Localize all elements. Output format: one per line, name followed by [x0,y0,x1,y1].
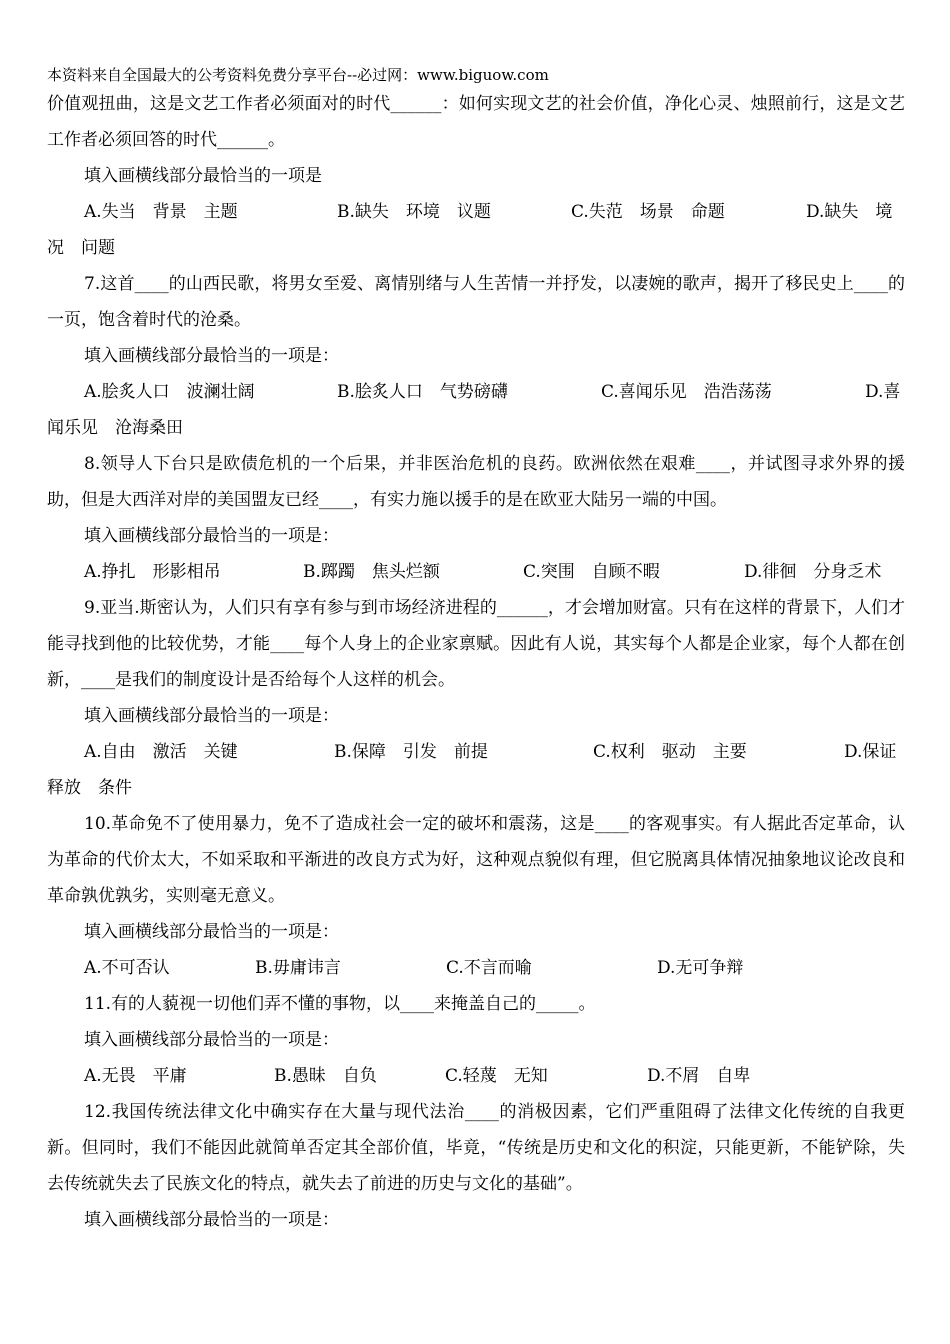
q6-option-d: D.缺失 境 [806,202,893,222]
q7-option-d-continuation: 闻乐见 沧海桑田 [47,418,183,438]
q10-option-b: B.毋庸讳言 [255,958,341,978]
q8-option-b: B.踯躅 焦头烂额 [303,562,440,582]
q8-options [47,554,905,590]
q9-option-a: A.自由 激活 关键 [84,742,238,762]
q9-option-d-continuation: 释放 条件 [47,778,132,798]
q10-option-d: D.无可争辩 [657,958,744,978]
q11-prompt: 填入画横线部分最恰当的一项是： [84,1030,339,1050]
source-header: 本资料来自全国最大的公考资料免费分享平台--必过网：www.biguow.com [47,66,549,84]
q9-prompt: 填入画横线部分最恰当的一项是： [84,706,339,726]
q6-text-continuation: 价值观扭曲，这是文艺工作者必须面对的时代______：如何实现文艺的社会价值，净化心灵、烛照前行，这是文艺工作者必须回答的时代______。 [47,94,905,150]
q8-text: 8.领导人下台只是欧债危机的一个后果，并非医治危机的良药。欧洲依然在艰难____，并试图寻求外界的援助，但是大西洋对岸的美国盟友已经____，有实力施以援手的是在欧亚大陆另一端的中国。 [47,454,905,510]
q8-option-c: C.突围 自顾不暇 [523,562,660,582]
q8-option-a: A.挣扎 形影相吊 [84,562,221,582]
q7-option-c: C.喜闻乐见 浩浩荡荡 [601,382,772,402]
q8-option-d: D.徘徊 分身乏术 [744,562,882,582]
q9-option-b: B.保障 引发 前提 [334,742,488,762]
q10-text: 10.革命免不了使用暴力，免不了造成社会一定的破坏和震荡，这是____的客观事实。有人据此否定革命，认为革命的代价太大，不如采取和平渐进的改良方式为好，这种观点貌似有理，但它脱离具体情况抽象地议论改良和革命孰优孰劣，实则毫无意义。 [47,814,905,906]
q9-options [47,734,905,770]
q7-option-b: B.脍炙人口 气势磅礴 [337,382,508,402]
q7-text: 7.这首____的山西民歌，将男女至爱、离情别绪与人生苦情一并抒发，以凄婉的歌声，揭开了移民史上____的一页，饱含着时代的沧桑。 [47,274,905,330]
q6-options [47,194,905,230]
q6-option-b: B.缺失 环境 议题 [337,202,491,222]
document-page [47,64,905,1238]
q7-options [47,374,905,410]
q7-option-d: D.喜 [865,382,901,402]
q10-options [47,950,905,986]
q10-option-c: C.不言而喻 [446,958,532,978]
q8-prompt: 填入画横线部分最恰当的一项是： [84,526,339,546]
q11-option-a: A.无畏 平庸 [84,1066,187,1086]
q10-prompt: 填入画横线部分最恰当的一项是： [84,922,339,942]
q11-text: 11.有的人藐视一切他们弄不懂的事物，以____来掩盖自己的_____。 [84,994,596,1014]
q10-option-a: A.不可否认 [84,958,170,978]
q6-option-c: C.失范 场景 命题 [571,202,725,222]
q6-prompt: 填入画横线部分最恰当的一项是 [84,166,322,186]
q7-prompt: 填入画横线部分最恰当的一项是： [84,346,339,366]
q11-option-b: B.愚昧 自负 [274,1066,377,1086]
q9-option-c: C.权利 驱动 主要 [593,742,747,762]
q6-option-d-continuation: 况 问题 [47,238,115,258]
q7-option-a: A.脍炙人口 波澜壮阔 [84,382,255,402]
q12-prompt: 填入画横线部分最恰当的一项是： [84,1210,339,1230]
q9-text: 9.亚当.斯密认为，人们只有享有参与到市场经济进程的______，才会增加财富。只有在这样的背景下，人们才能寻找到他的比较优势，才能____每个人身上的企业家禀赋。因此有人说，其实每个人都是企业家，每个人都在创新，____是我们的制度设计是否给每个人这样的机会。 [47,598,905,690]
q11-option-d: D.不屑 自卑 [647,1066,751,1086]
q9-option-d: D.保证 [844,742,897,762]
q6-option-a: A.失当 背景 主题 [84,202,238,222]
q11-options [47,1058,905,1094]
q12-text: 12.我国传统法律文化中确实存在大量与现代法治____的消极因素，它们严重阻碍了法律文化传统的自我更新。但同时，我们不能因此就简单否定其全部价值，毕竟，“传统是历史和文化的积淀，只能更新，不能铲除，失去传统就失去了民族文化的特点，就失去了前进的历史与文化的基础”。 [47,1102,905,1194]
q11-option-c: C.轻蔑 无知 [445,1066,548,1086]
